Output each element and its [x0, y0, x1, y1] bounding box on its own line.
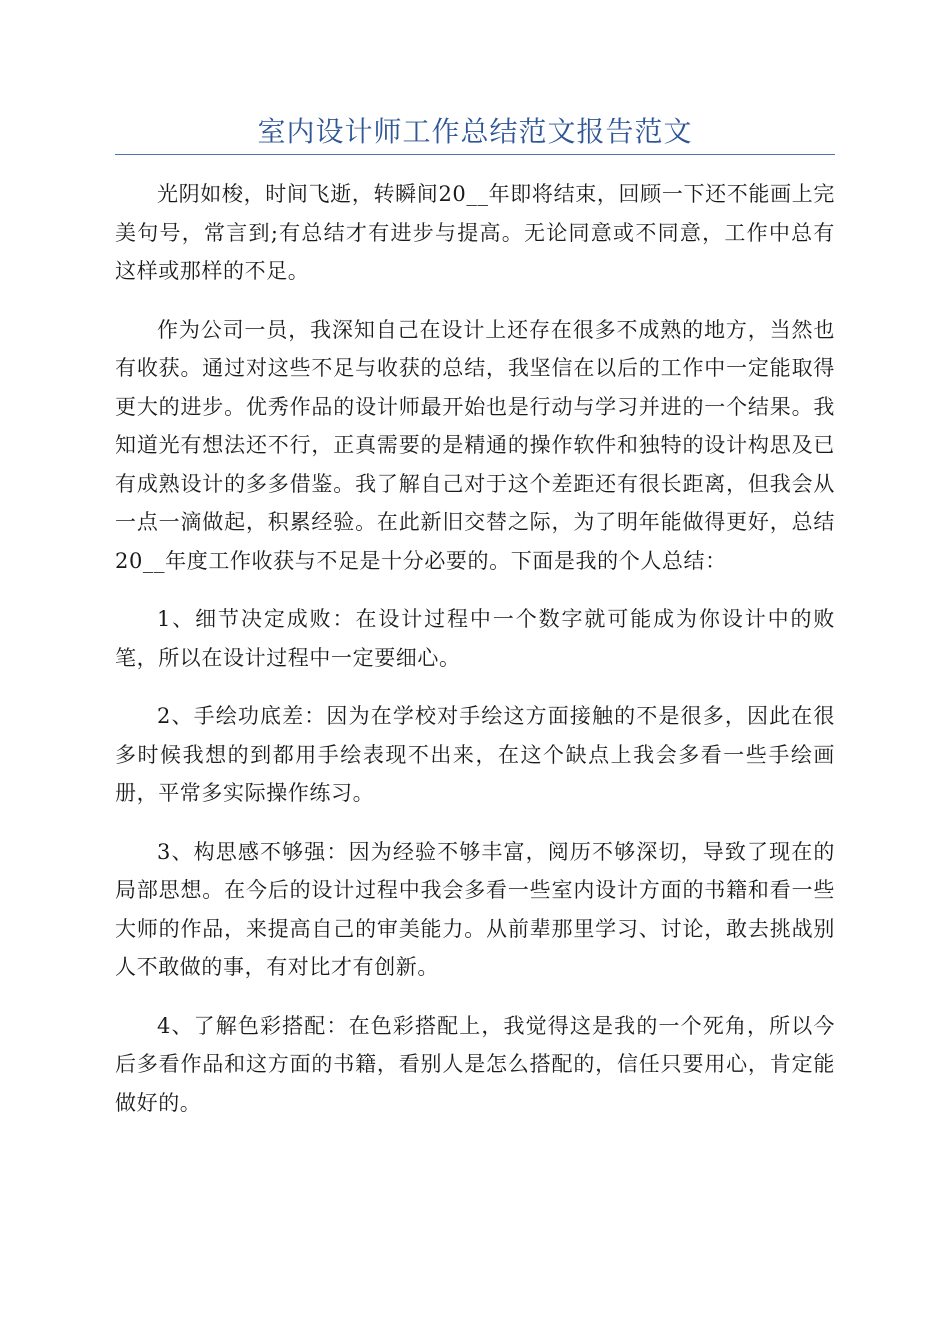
paragraph-point-4: 4、了解色彩搭配：在色彩搭配上，我觉得这是我的一个死角，所以今后多看作品和这方面的书籍，看别人是怎么搭配的，信任只要用心，肯定能做好的。	[115, 1013, 835, 1115]
title-underline	[115, 154, 835, 155]
paragraph-reflection: 作为公司一员，我深知自己在设计上还存在很多不成熟的地方，当然也有收获。通过对这些不足与收获的总结，我坚信在以后的工作中一定能取得更大的进步。优秀作品的设计师最开始也是行动与学习并进的一个结果。我知道光有想法还不行，正真需要的是精通的操作软件和独特的设计构思及已有成熟设计的多多借鉴。我了解自己对于这个差距还有很长距离，但我会从一点一滴做起，积累经验。在此新旧交替之际，为了明年能做得更好，总结20__年度工作收获与不足是十分必要的。下面是我的个人总结：	[115, 317, 835, 573]
document-body	[115, 175, 835, 1142]
paragraph-point-1: 1、细节决定成败：在设计过程中一个数字就可能成为你设计中的败笔，所以在设计过程中一定要细心。	[115, 607, 835, 670]
paragraph-point-3: 3、构思感不够强：因为经验不够丰富，阅历不够深切，导致了现在的局部思想。在今后的设计过程中我会多看一些室内设计方面的书籍和看一些大师的作品，来提高自己的审美能力。从前辈那里学习、讨论，敢去挑战别人不敢做的事，有对比才有创新。	[115, 839, 835, 979]
paragraph-intro: 光阴如梭，时间飞逝，转瞬间20__年即将结束，回顾一下还不能画上完美句号，常言到;有总结才有进步与提高。无论同意或不同意，工作中总有这样或那样的不足。	[115, 182, 835, 283]
paragraph-point-2: 2、手绘功底差：因为在学校对手绘这方面接触的不是很多，因此在很多时候我想的到都用手绘表现不出来，在这个缺点上我会多看一些手绘画册，平常多实际操作练习。	[115, 704, 835, 805]
document-title: 室内设计师工作总结范文报告范文	[257, 115, 693, 148]
